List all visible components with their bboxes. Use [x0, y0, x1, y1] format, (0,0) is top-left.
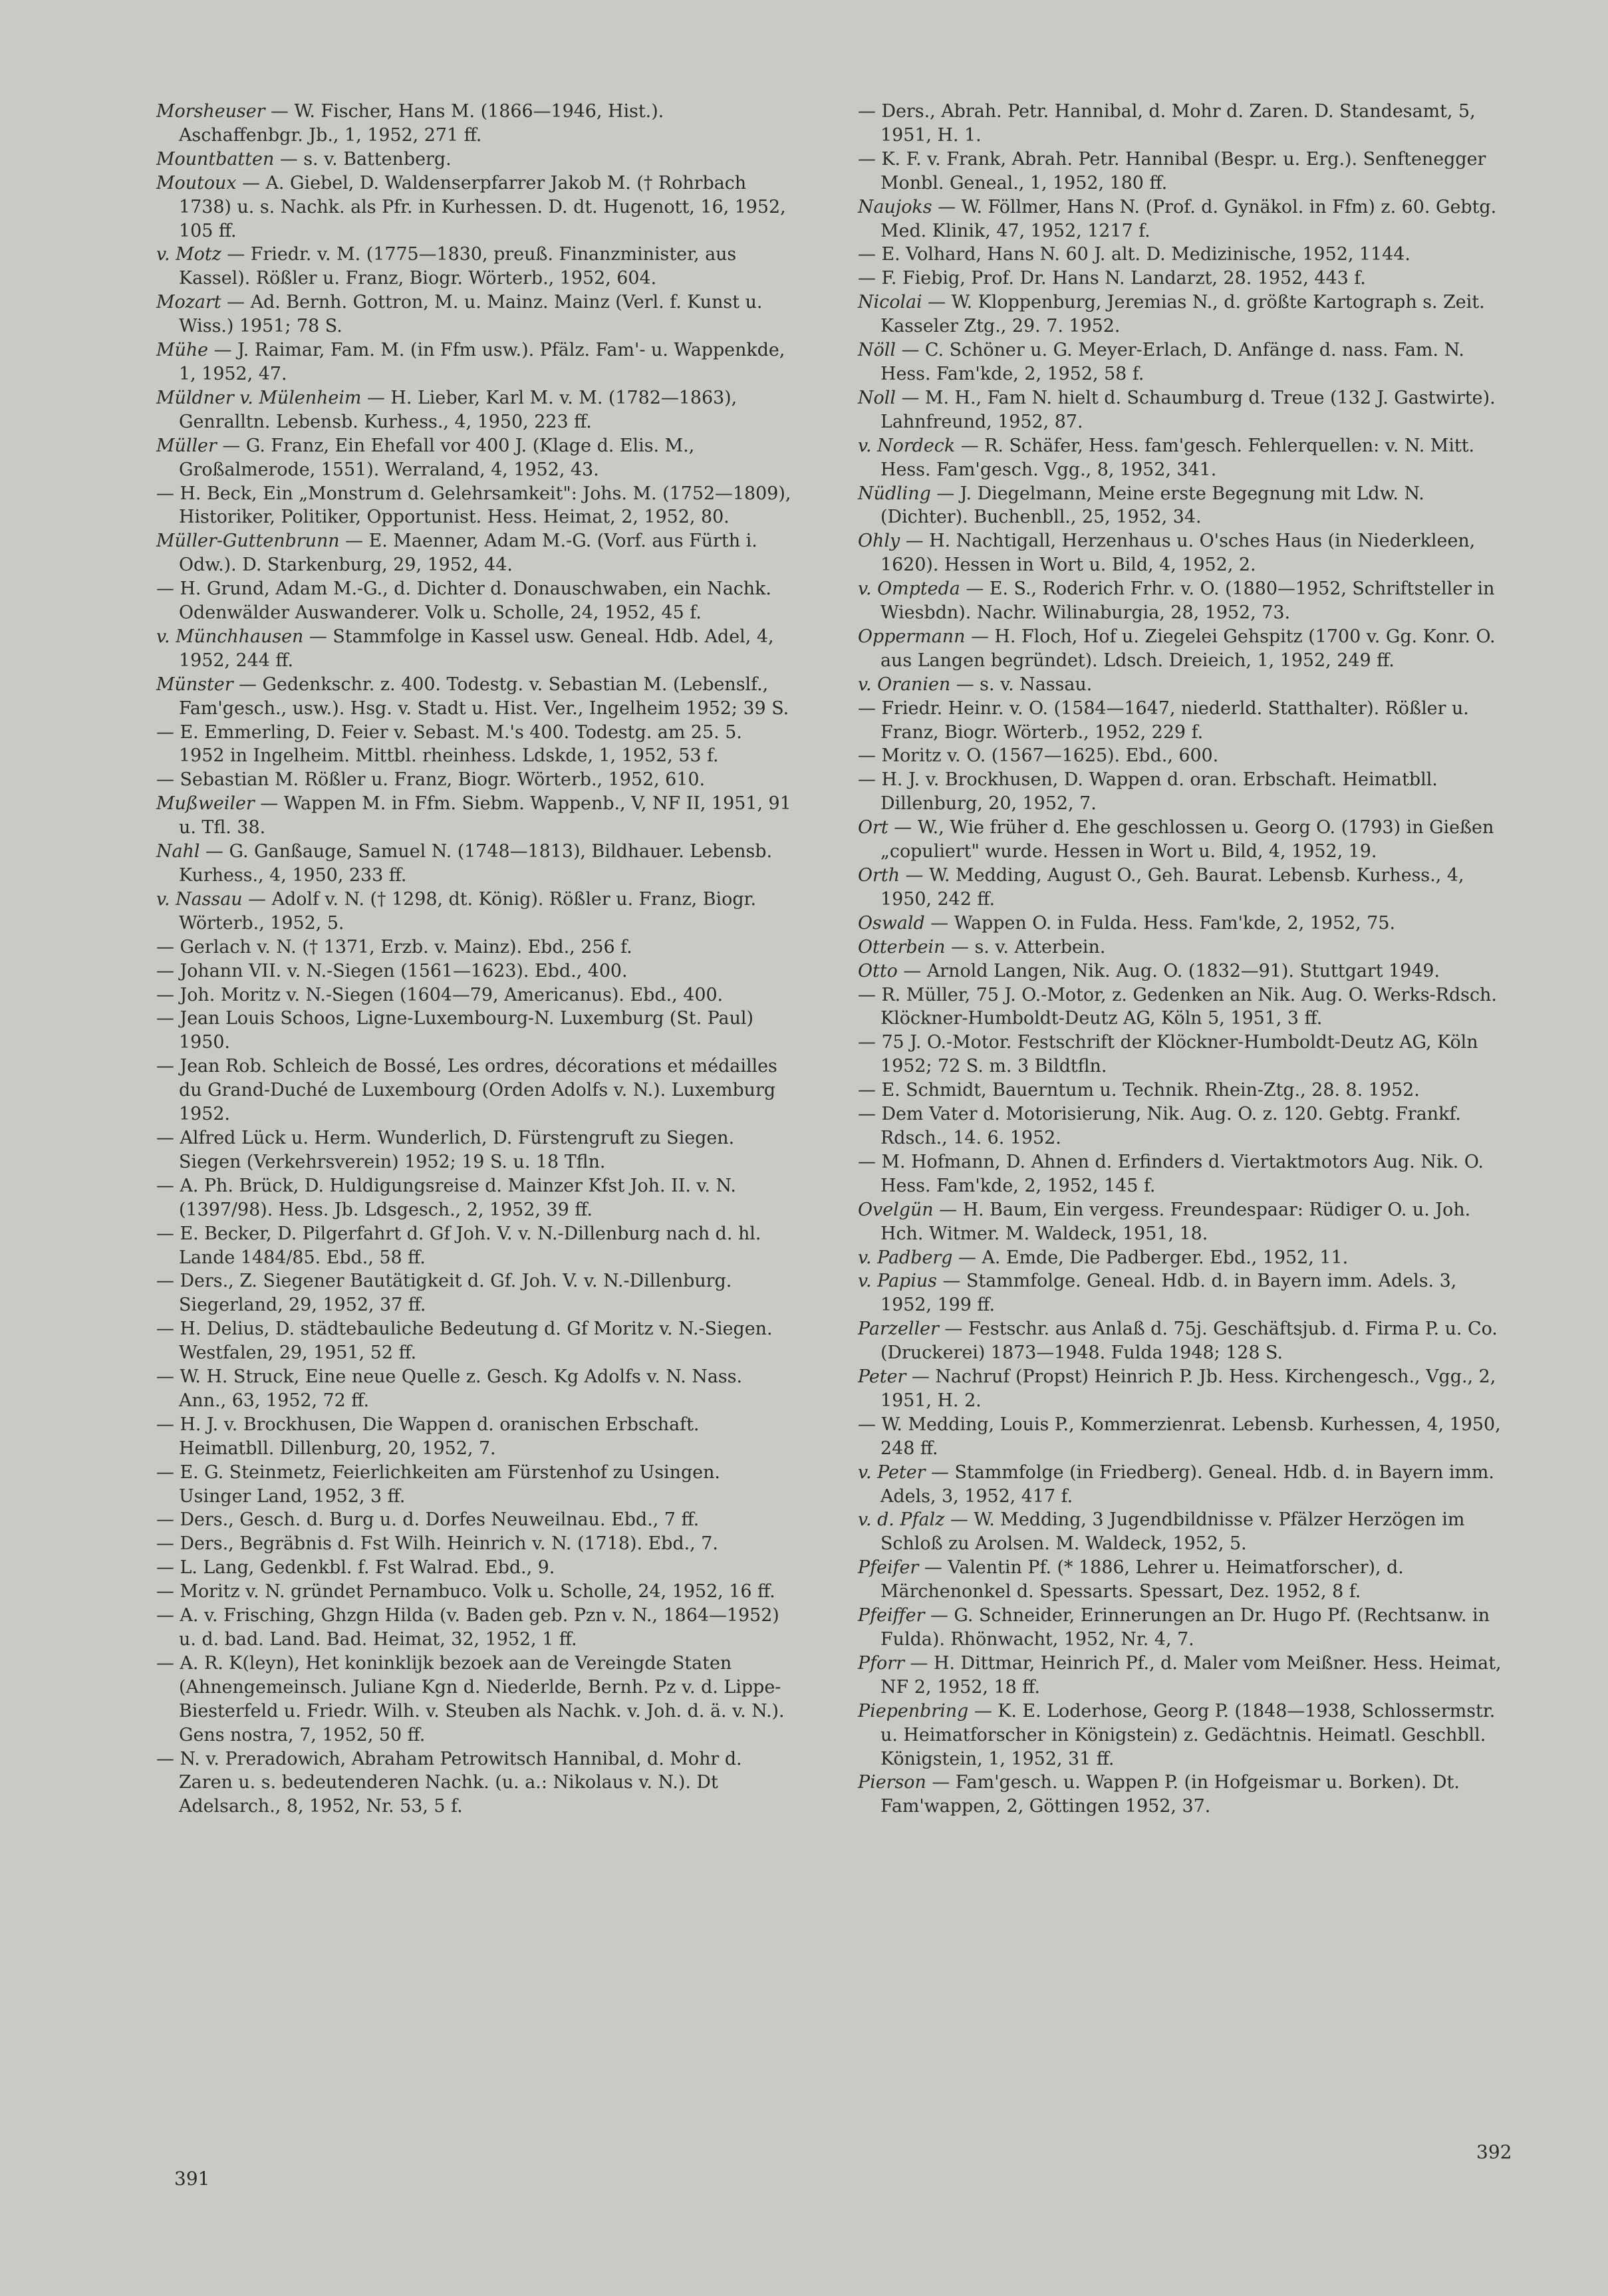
index-entry — [156, 1126, 791, 1174]
entry-text: — W. Fischer, Hans M. (1866—1946, Hist.). Aschaffenbgr. Jb., 1, 1952, 271 ff. — [179, 101, 664, 146]
entry-text: — A. R. K(leyn), Het koninklijk bezoek aan de Vereingde Staten (Ahnengemeinsch. Juliane Kgn d. Niederlde, Bernh. Pz v. d. Lippe-Biesterfeld u. Friedr. Wilh. v. Steuben als Nachk. v. Joh. d. ä. v. N.). Gens nostra, 7, 1952, 50 ff. — [156, 1652, 785, 1745]
entry-text: — Ders., Begräbnis d. Fst Wilh. Heinrich v. N. (1718). Ebd., 7. — [156, 1533, 718, 1555]
entry-text: — Friedr. Heinr. v. O. (1584—1647, niederld. Statthalter). Rößler u. Franz, Biogr. Wörterb., 1952, 229 f. — [858, 698, 1469, 743]
index-entry — [156, 386, 791, 434]
index-entry — [156, 983, 791, 1007]
entry-keyword: Pforr — [858, 1652, 904, 1674]
index-entry — [156, 1556, 791, 1580]
entry-text: — H. Dittmar, Heinrich Pf., d. Maler vom Meißner. Hess. Heimat, NF 2, 1952, 18 ff. — [880, 1652, 1502, 1698]
index-entry — [858, 1652, 1510, 1700]
index-entry — [156, 1652, 791, 1747]
index-entry — [156, 529, 791, 577]
index-entry — [858, 983, 1510, 1031]
entry-keyword: Müldner v. Mülenheim — [156, 387, 362, 408]
index-entry — [858, 1198, 1510, 1246]
entry-text: — J. Diegelmann, Meine erste Begegnung mit Ldw. N. (Dichter). Buchenbll., 25, 1952, 34. — [880, 483, 1424, 528]
entry-text: — H. Nachtigall, Herzenhaus u. O'sches Haus (in Niederkleen, 1620). Hessen in Wort u. Bild, 4, 1952, 2. — [880, 531, 1476, 576]
entry-text: — 75 J. O.-Motor. Festschrift der Klöckner-Humboldt-Deutz AG, Köln 1952; 72 S. m. 3 Bildtfln. — [858, 1032, 1478, 1077]
entry-keyword: Mozart — [156, 292, 221, 313]
index-entry — [156, 1508, 791, 1532]
index-entry — [858, 100, 1510, 148]
page-number-right: 392 — [1476, 2141, 1512, 2163]
index-entry — [858, 744, 1510, 768]
entry-text: — W. H. Struck, Eine neue Quelle z. Gesch. Kg Adolfs v. N. Nass. Ann., 63, 1952, 72 ff. — [156, 1366, 743, 1411]
index-entry — [156, 768, 791, 792]
entry-keyword: v. d. Pfalz — [858, 1509, 945, 1531]
entry-keyword: Pfeiffer — [858, 1605, 925, 1626]
entry-text: — Alfred Lück u. Herm. Wunderlich, D. Fürstengruft zu Siegen. Siegen (Verkehrsverein) 1952; 19 S. u. 18 Tfln. — [156, 1127, 735, 1172]
entry-text: — Arnold Langen, Nik. Aug. O. (1832—91). Stuttgart 1949. — [897, 960, 1440, 981]
index-entry — [156, 792, 791, 840]
entry-text: — H. J. v. Brockhusen, D. Wappen d. oran. Erbschaft. Heimatbll. Dillenburg, 20, 1952, 7. — [858, 769, 1438, 815]
index-entry — [858, 673, 1510, 697]
index-entry — [156, 1580, 791, 1604]
entry-keyword: Ort — [858, 817, 888, 838]
index-entry — [858, 864, 1510, 912]
index-entry — [156, 888, 791, 936]
entry-text: — Ad. Bernh. Gottron, M. u. Mainz. Mainz (Verl. f. Kunst u. Wiss.) 1951; 78 S. — [179, 292, 763, 337]
entry-keyword: Münster — [156, 674, 233, 695]
index-entry — [858, 768, 1510, 816]
index-entry — [156, 100, 791, 148]
entry-text: — E. Maenner, Adam M.-G. (Vorf. aus Fürth i. Odw.). D. Starkenburg, 29, 1952, 44. — [179, 531, 757, 576]
index-entry — [858, 1317, 1510, 1365]
index-entry — [858, 1461, 1510, 1509]
entry-text: — R. Schäfer, Hess. fam'gesch. Fehlerquellen: v. N. Mitt. Hess. Fam'gesch. Vgg., 8, 1952, 341. — [880, 435, 1475, 480]
index-entry — [156, 1604, 791, 1652]
index-entry — [858, 1150, 1510, 1198]
entry-text: — Festschr. aus Anlaß d. 75j. Geschäftsjub. d. Firma P. u. Co. (Druckerei) 1873—1948. Fulda 1948; 128 S. — [880, 1319, 1498, 1364]
page-number-left: 391 — [174, 2168, 210, 2190]
index-entry — [156, 959, 791, 983]
entry-text: — A. v. Frisching, Ghzgn Hilda (v. Baden geb. Pzn v. N., 1864—1952) u. d. bad. Land. Bad. Heimat, 32, 1952, 1 ff. — [156, 1605, 779, 1650]
entry-text: — H. Baum, Ein vergess. Freundespaar: Rüdiger O. u. Joh. Hch. Witmer. M. Waldeck, 1951, 18. — [880, 1199, 1471, 1244]
entry-keyword: Parzeller — [858, 1319, 939, 1340]
entry-keyword: Pierson — [858, 1772, 926, 1793]
index-entry — [858, 936, 1510, 959]
entry-keyword: Morsheuser — [156, 101, 265, 122]
entry-keyword: v. Nordeck — [858, 435, 956, 456]
index-entry — [858, 1031, 1510, 1079]
index-entry — [858, 338, 1510, 386]
entry-text: — H. Beck, Ein „Monstrum d. Gelehrsamkeit": Johs. M. (1752—1809), Historiker, Politiker, Opportunist. Hess. Heimat, 2, 1952, 80. — [156, 483, 791, 528]
entry-keyword: Piepenbring — [858, 1700, 969, 1722]
index-entry — [858, 1269, 1510, 1317]
left-column — [156, 100, 791, 1819]
entry-text: — Gedenkschr. z. 400. Todestg. v. Sebastian M. (Lebenslf., Fam'gesch., usw.). Hsg. v. Stadt u. Hist. Ver., Ingelheim 1952; 39 S. — [179, 674, 789, 719]
index-entry — [156, 434, 791, 482]
index-entry — [858, 1246, 1510, 1270]
entry-text: — Moritz v. O. (1567—1625). Ebd., 600. — [858, 745, 1219, 767]
entry-text: — H. J. v. Brockhusen, Die Wappen d. oranischen Erbschaft. Heimatbll. Dillenburg, 20, 1952, 7. — [156, 1414, 700, 1459]
index-entry — [156, 148, 791, 172]
index-entry — [858, 1365, 1510, 1413]
entry-text: — Stammfolge in Kassel usw. Geneal. Hdb. Adel, 4, 1952, 244 ff. — [179, 626, 774, 671]
index-entry — [156, 577, 791, 625]
index-entry — [858, 912, 1510, 936]
index-entry — [156, 482, 791, 530]
entry-text: — C. Schöner u. G. Meyer-Erlach, D. Anfänge d. nass. Fam. N. Hess. Fam'kde, 2, 1952, 58 f. — [880, 340, 1464, 384]
entry-text: — E. S., Roderich Frhr. v. O. (1880—1952, Schriftsteller in Wiesbdn). Nachr. Wilinaburgia, 28, 1952, 73. — [880, 578, 1495, 624]
index-entry — [156, 1055, 791, 1126]
entry-keyword: v. Peter — [858, 1462, 926, 1483]
entry-keyword: Peter — [858, 1366, 906, 1388]
index-entry — [156, 1365, 791, 1413]
entry-keyword: Müller-Guttenbrunn — [156, 531, 340, 552]
entry-keyword: Müller — [156, 435, 217, 456]
entry-text: — s. v. Atterbein. — [945, 936, 1106, 957]
entry-keyword: Oppermann — [858, 626, 966, 647]
entry-text: — Johann VII. v. N.-Siegen (1561—1623). Ebd., 400. — [156, 960, 628, 981]
index-entry — [858, 1508, 1510, 1556]
index-entry — [156, 721, 791, 769]
entry-text: — Ders., Gesch. d. Burg u. d. Dorfes Neuweilnau. Ebd., 7 ff. — [156, 1509, 700, 1531]
entry-text: — K. E. Loderhose, Georg P. (1848—1938, Schlossermstr. u. Heimatforscher in Königstein) z. Gedächtnis. Heimatl. Geschbll. Königstein, 1, 1952, 31 ff. — [880, 1700, 1496, 1769]
entry-keyword: Ohly — [858, 531, 900, 552]
entry-text: — s. v. Battenberg. — [274, 148, 452, 170]
index-entry — [858, 1079, 1510, 1102]
entry-text: — W. Medding, August O., Geh. Baurat. Lebensb. Kurhess., 4, 1950, 242 ff. — [880, 865, 1464, 910]
entry-text: — W. Kloppenburg, Jeremias N., d. größte Kartograph s. Zeit. Kasseler Ztg., 29. 7. 1952. — [880, 292, 1485, 337]
entry-keyword: Oswald — [858, 912, 925, 934]
entry-keyword: Moutoux — [156, 172, 237, 193]
index-entry — [858, 482, 1510, 530]
entry-keyword: Ovelgün — [858, 1199, 934, 1220]
index-entry — [156, 1174, 791, 1222]
entry-text: — H. Grund, Adam M.-G., d. Dichter d. Donauschwaben, ein Nachk. Odenwälder Auswanderer. Volk u. Scholle, 24, 1952, 45 f. — [156, 578, 771, 624]
index-entry — [156, 1269, 791, 1317]
index-entry — [858, 1102, 1510, 1150]
entry-keyword: v. Ompteda — [858, 578, 960, 600]
index-entry — [156, 1532, 791, 1556]
entry-text: — Ders., Z. Siegener Bautätigkeit d. Gf. Joh. V. v. N.-Dillenburg. Siegerland, 29, 1952, 37 ff. — [156, 1271, 732, 1316]
entry-text: — H. Delius, D. städtebauliche Bedeutung d. Gf Moritz v. N.-Siegen. Westfalen, 29, 1951, 52 ff. — [156, 1319, 773, 1364]
entry-text: — G. Ganßauge, Samuel N. (1748—1813), Bildhauer. Lebensb. Kurhess., 4, 1950, 233 ff. — [179, 841, 773, 886]
entry-keyword: Mühe — [156, 340, 209, 361]
index-entry — [858, 529, 1510, 577]
entry-keyword: Pfeifer — [858, 1557, 919, 1579]
entry-text: — Ders., Abrah. Petr. Hannibal, d. Mohr d. Zaren. D. Standesamt, 5, 1951, H. 1. — [858, 101, 1476, 146]
entry-keyword: v. Nassau — [156, 888, 243, 910]
entry-text: — F. Fiebig, Prof. Dr. Hans N. Landarzt, 28. 1952, 443 f. — [858, 268, 1366, 289]
entry-text: — Jean Louis Schoos, Ligne-Luxembourg-N. Luxemburg (St. Paul) 1950. — [156, 1008, 753, 1053]
entry-text: — H. Lieber, Karl M. v. M. (1782—1863), Genralltn. Lebensb. Kurhess., 4, 1950, 223 ff. — [179, 387, 737, 432]
entry-text: — Stammfolge (in Friedberg). Geneal. Hdb. d. in Bayern imm. Adels, 3, 1952, 417 f. — [880, 1462, 1494, 1507]
entry-keyword: Nicolai — [858, 292, 922, 313]
index-entry — [156, 1222, 791, 1270]
entry-text: — L. Lang, Gedenkbl. f. Fst Walrad. Ebd., 9. — [156, 1557, 555, 1579]
index-entry — [858, 434, 1510, 482]
entry-text: — A. Ph. Brück, D. Huldigungsreise d. Mainzer Kfst Joh. II. v. N. (1397/98). Hess. Jb. Ldsgesch., 2, 1952, 39 ff. — [156, 1175, 736, 1220]
index-entry — [156, 291, 791, 338]
entry-text: — Valentin Pf. (* 1886, Lehrer u. Heimatforscher), d. Märchenonkel d. Spessarts. Spessart, Dez. 1952, 8 f. — [880, 1557, 1404, 1602]
index-entry — [156, 172, 791, 243]
index-entry — [858, 291, 1510, 338]
entry-text: — H. Floch, Hof u. Ziegelei Gehspitz (1700 v. Gg. Konr. O. aus Langen begründet). Ldsch. Dreieich, 1, 1952, 249 ff. — [880, 626, 1496, 671]
entry-text: — Adolf v. N. († 1298, dt. König). Rößler u. Franz, Biogr. Wörterb., 1952, 5. — [179, 888, 756, 934]
entry-text: — Moritz v. N. gründet Pernambuco. Volk u. Scholle, 24, 1952, 16 ff. — [156, 1581, 775, 1602]
index-entry — [156, 1747, 791, 1819]
entry-keyword: Nahl — [156, 841, 200, 862]
entry-keyword: Nüdling — [858, 483, 931, 504]
index-entry — [156, 936, 791, 959]
index-entry — [156, 1461, 791, 1509]
entry-text: — Joh. Moritz v. N.-Siegen (1604—79, Americanus). Ebd., 400. — [156, 984, 724, 1005]
index-entry — [156, 338, 791, 386]
entry-keyword: Mußweiler — [156, 793, 255, 815]
entry-keyword: Otto — [858, 960, 898, 981]
entry-text: — J. Raimar, Fam. M. (in Ffm usw.). Pfälz. Fam'- u. Wappenkde, 1, 1952, 47. — [179, 340, 785, 384]
index-entry — [858, 195, 1510, 243]
index-entry — [858, 577, 1510, 625]
entry-text: — W. Medding, Louis P., Kommerzienrat. Lebensb. Kurhessen, 4, 1950, 248 ff. — [858, 1414, 1501, 1459]
index-entry — [156, 840, 791, 888]
entry-text: — E. Volhard, Hans N. 60 J. alt. D. Medizinische, 1952, 1144. — [858, 244, 1410, 265]
entry-text: — R. Müller, 75 J. O.-Motor, z. Gedenken an Nik. Aug. O. Werks-Rdsch. Klöckner-Humboldt-Deutz AG, Köln 5, 1951, 3 ff. — [858, 984, 1497, 1029]
entry-text: — G. Schneider, Erinnerungen an Dr. Hugo Pf. (Rechtsanw. in Fulda). Rhönwacht, 1952, Nr. 4, 7. — [880, 1605, 1490, 1650]
index-entry — [156, 1317, 791, 1365]
entry-text: — W., Wie früher d. Ehe geschlossen u. Georg O. (1793) in Gießen „copuliert" wurde. Hessen in Wort u. Bild, 4, 1952, 19. — [880, 817, 1494, 862]
index-entry — [858, 243, 1510, 267]
entry-text: — Wappen M. in Ffm. Siebm. Wappenb., V, NF II, 1951, 91 u. Tfl. 38. — [179, 793, 791, 838]
index-entry — [858, 1700, 1510, 1771]
entry-text: — M. H., Fam N. hielt d. Schaumburg d. Treue (132 J. Gastwirte). Lahnfreund, 1952, 87. — [880, 387, 1496, 432]
entry-keyword: v. Münchhausen — [156, 626, 304, 647]
entry-text: — M. Hofmann, D. Ahnen d. Erfinders d. Viertaktmotors Aug. Nik. O. Hess. Fam'kde, 2, 1952, 145 f. — [858, 1151, 1484, 1196]
entry-text: — Stammfolge. Geneal. Hdb. d. in Bayern imm. Adels. 3, 1952, 199 ff. — [880, 1271, 1457, 1316]
index-entry — [858, 1413, 1510, 1461]
entry-text: — E. Schmidt, Bauerntum u. Technik. Rhein-Ztg., 28. 8. 1952. — [858, 1080, 1420, 1101]
entry-text: — Friedr. v. M. (1775—1830, preuß. Finanzminister, aus Kassel). Rößler u. Franz, Biogr. Wörterb., 1952, 604. — [179, 244, 737, 289]
entry-text: — E. Becker, D. Pilgerfahrt d. Gf Joh. V. v. N.-Dillenburg nach d. hl. Lande 1484/85. Ebd., 58 ff. — [156, 1223, 761, 1268]
index-entry — [858, 959, 1510, 983]
index-entry — [156, 1007, 791, 1055]
right-column — [858, 100, 1510, 1819]
entry-keyword: Otterbein — [858, 936, 946, 957]
entry-keyword: Naujoks — [858, 196, 932, 217]
entry-text: — Fam'gesch. u. Wappen P. (in Hofgeismar u. Borken). Dt. Fam'wappen, 2, Göttingen 1952, 37. — [880, 1772, 1460, 1817]
entry-text: — E. Emmerling, D. Feier v. Sebast. M.'s 400. Todestg. am 25. 5. 1952 in Ingelheim. Mittbl. rheinhess. Ldskde, 1, 1952, 53 f. — [156, 721, 742, 767]
index-entry — [156, 673, 791, 721]
index-entry — [156, 243, 791, 291]
entry-text: — N. v. Preradowich, Abraham Petrowitsch Hannibal, d. Mohr d. Zaren u. s. bedeutenderen Nachk. (u. a.: Nikolaus v. N.). Dt Adelsarch., 8, 1952, Nr. 53, 5 f. — [156, 1748, 742, 1817]
entry-keyword: Noll — [858, 387, 896, 408]
entry-text: — Wappen O. in Fulda. Hess. Fam'kde, 2, 1952, 75. — [924, 912, 1396, 934]
entry-text: — K. F. v. Frank, Abrah. Petr. Hannibal (Bespr. u. Erg.). Senftenegger Monbl. Geneal., 1, 1952, 180 ff. — [858, 148, 1486, 193]
entry-keyword: v. Papius — [858, 1271, 937, 1292]
index-entry — [858, 1771, 1510, 1819]
entry-text: — Dem Vater d. Motorisierung, Nik. Aug. O. z. 120. Gebtg. Frankf. Rdsch., 14. 6. 1952. — [858, 1104, 1461, 1148]
entry-text: — A. Emde, Die Padberger. Ebd., 1952, 11. — [952, 1247, 1349, 1268]
entry-keyword: v. Motz — [156, 244, 221, 265]
entry-text: — Gerlach v. N. († 1371, Erzb. v. Mainz). Ebd., 256 f. — [156, 936, 632, 957]
index-entry — [858, 1604, 1510, 1652]
index-entry — [858, 625, 1510, 673]
entry-text: — W. Föllmer, Hans N. (Prof. d. Gynäkol. in Ffm) z. 60. Gebtg. Med. Klinik, 47, 1952, 1217 f. — [880, 196, 1497, 241]
entry-text: — Jean Rob. Schleich de Bossé, Les ordres, décorations et médailles du Grand-Duché de Luxembourg (Orden Adolfs v. N.). Luxemburg 1952. — [156, 1056, 777, 1125]
index-entry — [858, 386, 1510, 434]
index-entry — [858, 697, 1510, 745]
entry-keyword: v. Oranien — [858, 674, 951, 695]
entry-text: — G. Franz, Ein Ehefall vor 400 J. (Klage d. Elis. M., Großalmerode, 1551). Werraland, 4, 1952, 43. — [179, 435, 695, 480]
entry-text: — A. Giebel, D. Waldenserpfarrer Jakob M. († Rohrbach 1738) u. s. Nachk. als Pfr. in Kurhessen. D. dt. Hugenott, 16, 1952, 105 ff. — [179, 172, 786, 241]
entry-text: — E. G. Steinmetz, Feierlichkeiten am Fürstenhof zu Usingen. Usinger Land, 1952, 3 ff. — [156, 1462, 720, 1507]
entry-text: — W. Medding, 3 Jugendbildnisse v. Pfälzer Herzögen im Schloß zu Arolsen. M. Waldeck, 1952, 5. — [880, 1509, 1465, 1555]
index-entry — [858, 1556, 1510, 1604]
index-entry — [858, 148, 1510, 195]
entry-text: — Nachruf (Propst) Heinrich P. Jb. Hess. Kirchengesch., Vgg., 2, 1951, H. 2. — [880, 1366, 1496, 1411]
entry-keyword: Orth — [858, 865, 900, 886]
index-entry — [156, 625, 791, 673]
entry-text: — Sebastian M. Rößler u. Franz, Biogr. Wörterb., 1952, 610. — [156, 769, 706, 791]
entry-keyword: Mountbatten — [156, 148, 275, 170]
index-entry — [858, 816, 1510, 864]
index-entry — [156, 1413, 791, 1461]
entry-keyword: v. Padberg — [858, 1247, 953, 1268]
index-entry — [858, 267, 1510, 291]
entry-text: — s. v. Nassau. — [950, 674, 1093, 695]
entry-keyword: Nöll — [858, 340, 896, 361]
